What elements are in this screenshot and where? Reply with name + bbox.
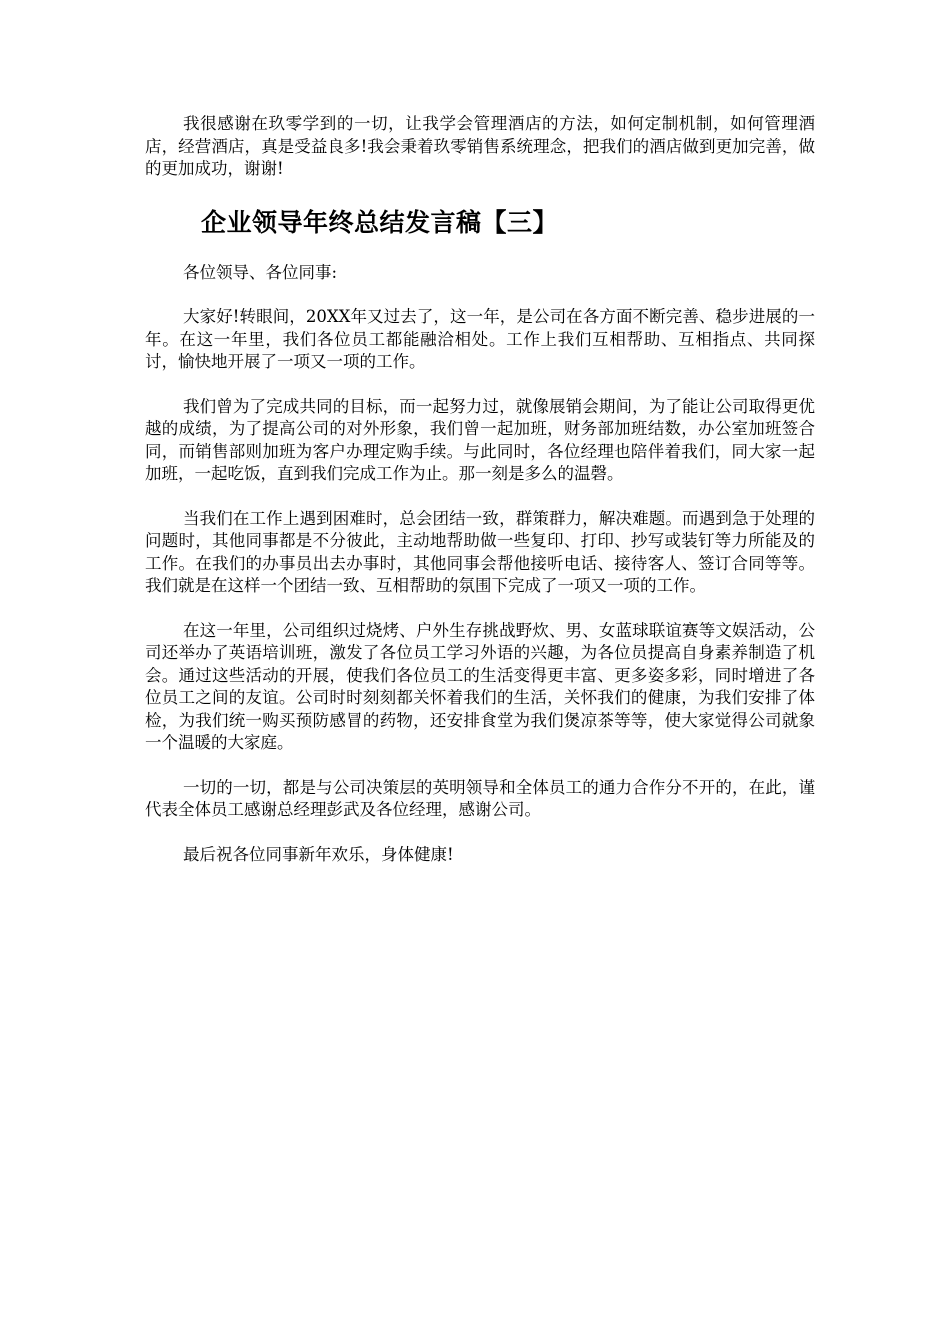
closing-paragraph: 最后祝各位同事新年欢乐，身体健康! [183, 844, 454, 864]
body-paragraph-1: 大家好!转眼间，20XX年又过去了，这一年，是公司在各方面不断完善、稳步进展的一年。在这一年里，我们各位员工都能融洽相处。工作上我们互相帮助、互相指点、共同探讨，愉快地开展了一项又一项的工作。 [145, 307, 815, 371]
intro-paragraph: 我很感谢在玖零学到的一切，让我学会管理酒店的方法，如何定制机制，如何管理酒店，经营酒店，真是受益良多!我会秉着玖零销售系统理念，把我们的酒店做到更加完善，做的更加成功，谢谢! [145, 114, 815, 178]
salutation: 各位领导、各位同事: [183, 262, 338, 282]
body-paragraph-2: 我们曾为了完成共同的目标，而一起努力过，就像展销会期间，为了能让公司取得更优越的成绩，为了提高公司的对外形象，我们曾一起加班，财务部加班结数，办公室加班签合同，而销售部则加班为客户办理定购手续。与此同时，各位经理也陪伴着我们，同大家一起加班，一起吃饭，直到我们完成工作为止。那一刻是多么的温磬。 [145, 396, 815, 483]
section-title: 企业领导年终总结发言稿【三】 [201, 207, 559, 237]
body-paragraph-3: 当我们在工作上遇到困难时，总会团结一致，群策群力，解决难题。而遇到急于处理的问题时，其他同事都是不分彼此，主动地帮助做一些复印、打印、抄写或装钉等力所能及的工作。在我们的办事员出去办事时，其他同事会帮他接听电话、接待客人、签订合同等等。我们就是在这样一个团结一致、互相帮助的氛围下完成了一项又一项的工作。 [145, 508, 815, 595]
body-paragraph-5: 一切的一切，都是与公司决策层的英明领导和全体员工的通力合作分不开的，在此，谨代表全体员工感谢总经理彭武及各位经理，感谢公司。 [145, 777, 815, 819]
body-paragraph-4: 在这一年里，公司组织过烧烤、户外生存挑战野炊、男、女蓝球联谊赛等文娱活动，公司还举办了英语培训班，激发了各位员工学习外语的兴趣，为各位员提高自身素养制造了机会。通过这些活动的开展，使我们各位员工的生活变得更丰富、更多姿多彩，同时增进了各位员工之间的友谊。公司时时刻刻都关怀着我们的生活，关怀我们的健康，为我们安排了体检，为我们统一购买预防感冒的药物，还安排食堂为我们煲凉茶等等，使大家觉得公司就象一个温暖的大家庭。 [145, 620, 815, 752]
document-page [145, 113, 815, 866]
